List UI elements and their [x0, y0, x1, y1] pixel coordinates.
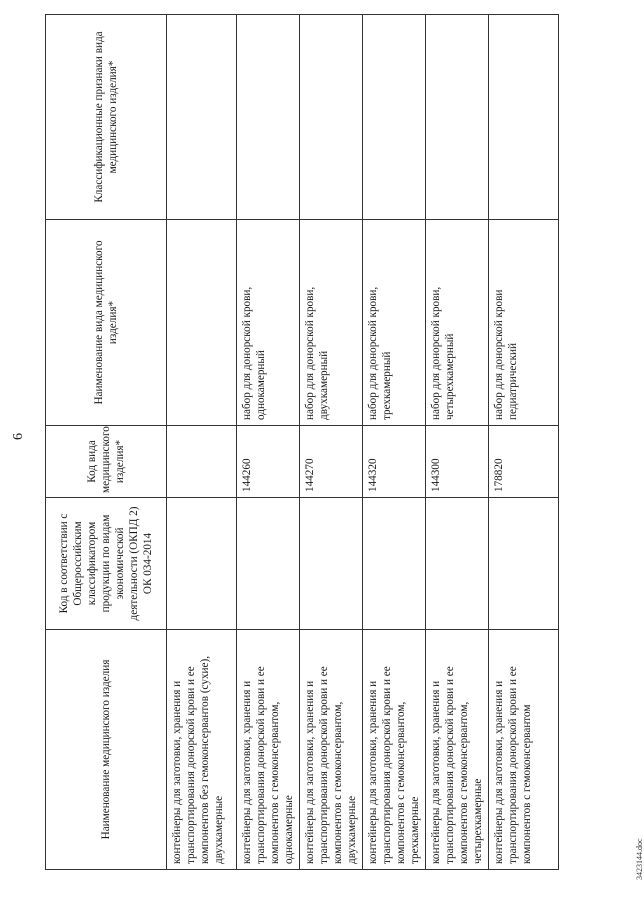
table-row [426, 15, 489, 870]
cell-device-name: контейнеры для заготовки, хранения и транспортирования донорской крови и ее компонентов с гемоконсервантом, четырехкамерные [426, 630, 489, 870]
cell-kind-code: 144270 [300, 426, 363, 498]
header-device-name: Наименование медицинского изделия [46, 630, 167, 870]
cell-device-name: контейнеры для заготовки, хранения и транспортирования донорской крови и ее компонентов без гемоконсервантов (сухие), двухкамерные [167, 630, 237, 870]
cell-classification-features [489, 15, 559, 220]
cell-okpd-code [237, 498, 300, 630]
cell-kind-code [167, 426, 237, 498]
cell-kind-code: 144260 [237, 426, 300, 498]
cell-okpd-code [300, 498, 363, 630]
header-kind-code: Код вида медицинского изделия* [46, 426, 167, 498]
cell-classification-features [426, 15, 489, 220]
cell-device-name: контейнеры для заготовки, хранения и транспортирования донорской крови и ее компонентов с гемоконсервантом, двухкамерные [300, 630, 363, 870]
cell-kind-name: набор для донорской крови, четырехкамерный [426, 220, 489, 426]
cell-device-name: контейнеры для заготовки, хранения и транспортирования донорской крови и ее компонентов с гемоконсервантом, трехкамерные [363, 630, 426, 870]
cell-kind-name: набор для донорской крови, однокамерный [237, 220, 300, 426]
cell-classification-features [237, 15, 300, 220]
cell-okpd-code [363, 498, 426, 630]
cell-kind-code: 144320 [363, 426, 426, 498]
cell-device-name: контейнеры для заготовки, хранения и транспортирования донорской крови и ее компонентов с гемоконсервантом, однокамерные [237, 630, 300, 870]
cell-okpd-code [167, 498, 237, 630]
cell-kind-code: 144300 [426, 426, 489, 498]
cell-okpd-code [489, 498, 559, 630]
cell-kind-code: 178820 [489, 426, 559, 498]
table-row [300, 15, 363, 870]
medical-devices-table [45, 14, 559, 870]
cell-okpd-code [426, 498, 489, 630]
table-row [167, 15, 237, 870]
cell-device-name: контейнеры для заготовки, хранения и транспортирования донорской крови и ее компонентов с гемоконсервантом [489, 630, 559, 870]
rotated-document-page [11, 10, 644, 880]
cell-kind-name: набор для донорской крови педиатрический [489, 220, 559, 426]
file-name: 3423144.doc [635, 838, 644, 880]
header-okpd-code: Код в соответствии с Общероссийским классификатором продукции по видам экономической деятельности (ОКПД 2) ОК 034-2014 [46, 498, 167, 630]
page-number: 6 [11, 433, 26, 440]
header-classification-features: Классификационные признаки вида медицинского изделия* [46, 15, 167, 220]
cell-kind-name [167, 220, 237, 426]
cell-classification-features [363, 15, 426, 220]
table-row [237, 15, 300, 870]
header-kind-name: Наименование вида медицинского изделия* [46, 220, 167, 426]
table-header-row [46, 15, 167, 870]
cell-classification-features [167, 15, 237, 220]
cell-classification-features [300, 15, 363, 220]
table-row [489, 15, 559, 870]
cell-kind-name: набор для донорской крови, трехкамерный [363, 220, 426, 426]
table-row [363, 15, 426, 870]
cell-kind-name: набор для донорской крови, двухкамерный [300, 220, 363, 426]
